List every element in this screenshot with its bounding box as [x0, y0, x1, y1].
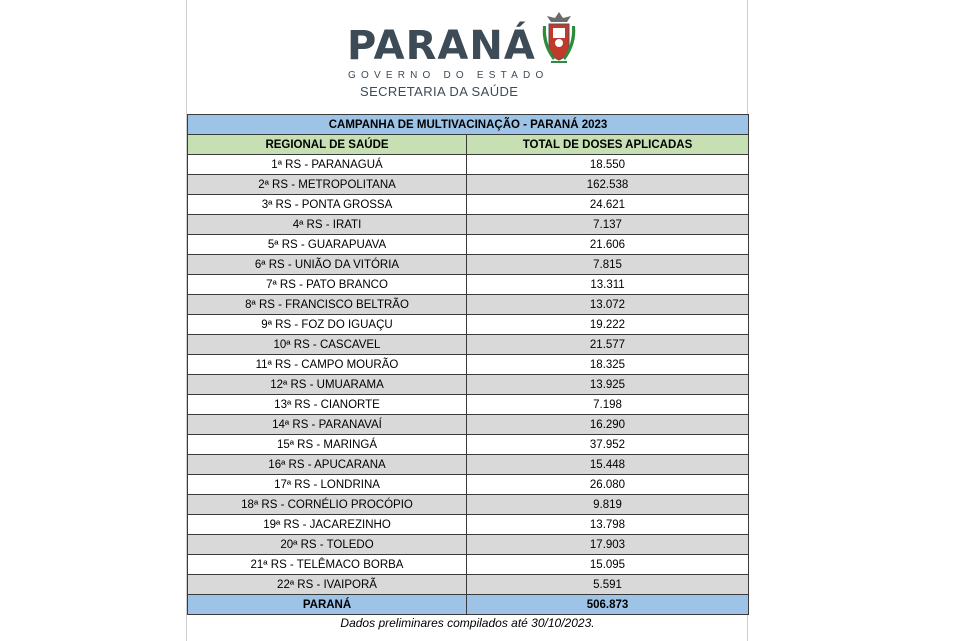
region-cell: 20ª RS - TOLEDO [188, 535, 467, 555]
table-title: CAMPANHA DE MULTIVACINAÇÃO - PARANÁ 2023 [188, 115, 749, 135]
table-row [188, 195, 749, 215]
total-cell: 5.591 [467, 575, 749, 595]
document-sheet [186, 0, 748, 641]
region-cell: 22ª RS - IVAIPORÃ [188, 575, 467, 595]
region-cell: 3ª RS - PONTA GROSSA [188, 195, 467, 215]
column-header-total: TOTAL DE DOSES APLICADAS [467, 135, 749, 155]
total-cell: 13.798 [467, 515, 749, 535]
table-row [188, 455, 749, 475]
table-row [188, 495, 749, 515]
total-cell: 16.290 [467, 415, 749, 435]
total-cell: 17.903 [467, 535, 749, 555]
table-row [188, 515, 749, 535]
region-cell: 13ª RS - CIANORTE [188, 395, 467, 415]
total-cell: 13.311 [467, 275, 749, 295]
total-cell: 21.606 [467, 235, 749, 255]
region-cell: 15ª RS - MARINGÁ [188, 435, 467, 455]
total-value: 506.873 [467, 595, 749, 615]
department-name: SECRETARIA DA SAÚDE [360, 84, 519, 99]
table-body [188, 155, 749, 595]
table-row [188, 435, 749, 455]
table-row [188, 475, 749, 495]
table-row [188, 175, 749, 195]
region-cell: 6ª RS - UNIÃO DA VITÓRIA [188, 255, 467, 275]
table-row [188, 355, 749, 375]
table-row [188, 575, 749, 595]
region-cell: 17ª RS - LONDRINA [188, 475, 467, 495]
region-cell: 9ª RS - FOZ DO IGUAÇU [188, 315, 467, 335]
total-cell: 21.577 [467, 335, 749, 355]
total-cell: 7.815 [467, 255, 749, 275]
brand-subtitle: GOVERNO DO ESTADO [348, 70, 549, 81]
region-cell: 2ª RS - METROPOLITANA [188, 175, 467, 195]
region-cell: 4ª RS - IRATI [188, 215, 467, 235]
region-cell: 21ª RS - TELÊMACO BORBA [188, 555, 467, 575]
table-row [188, 375, 749, 395]
total-cell: 13.925 [467, 375, 749, 395]
total-cell: 18.550 [467, 155, 749, 175]
table-row [188, 315, 749, 335]
footnote: Dados preliminares compilados até 30/10/2023. [340, 616, 595, 630]
table-row [188, 155, 749, 175]
region-cell: 8ª RS - FRANCISCO BELTRÃO [188, 295, 467, 315]
region-cell: 19ª RS - JACAREZINHO [188, 515, 467, 535]
table-row [188, 395, 749, 415]
region-cell: 16ª RS - APUCARANA [188, 455, 467, 475]
government-logo [187, 0, 749, 110]
table-row [188, 275, 749, 295]
region-cell: 14ª RS - PARANAVAÍ [188, 415, 467, 435]
table-row [188, 335, 749, 355]
coat-of-arms-icon [537, 10, 581, 66]
region-cell: 1ª RS - PARANAGUÁ [188, 155, 467, 175]
total-cell: 24.621 [467, 195, 749, 215]
region-cell: 7ª RS - PATO BRANCO [188, 275, 467, 295]
total-cell: 15.448 [467, 455, 749, 475]
total-cell: 19.222 [467, 315, 749, 335]
region-cell: 12ª RS - UMUARAMA [188, 375, 467, 395]
brand-name: PARANÁ [347, 23, 536, 69]
column-header-region: REGIONAL DE SAÚDE [188, 135, 467, 155]
total-cell: 37.952 [467, 435, 749, 455]
table-row [188, 235, 749, 255]
total-cell: 7.137 [467, 215, 749, 235]
vaccination-table [187, 114, 749, 615]
table-row [188, 215, 749, 235]
total-cell: 26.080 [467, 475, 749, 495]
total-cell: 15.095 [467, 555, 749, 575]
table-row [188, 555, 749, 575]
region-cell: 5ª RS - GUARAPUAVA [188, 235, 467, 255]
table-row [188, 295, 749, 315]
table-row [188, 415, 749, 435]
table-row [188, 255, 749, 275]
total-cell: 13.072 [467, 295, 749, 315]
total-cell: 18.325 [467, 355, 749, 375]
region-cell: 11ª RS - CAMPO MOURÃO [188, 355, 467, 375]
region-cell: 10ª RS - CASCAVEL [188, 335, 467, 355]
total-cell: 162.538 [467, 175, 749, 195]
region-cell: 18ª RS - CORNÉLIO PROCÓPIO [188, 495, 467, 515]
table-row [188, 535, 749, 555]
total-cell: 7.198 [467, 395, 749, 415]
total-cell: 9.819 [467, 495, 749, 515]
total-label: PARANÁ [188, 595, 467, 615]
